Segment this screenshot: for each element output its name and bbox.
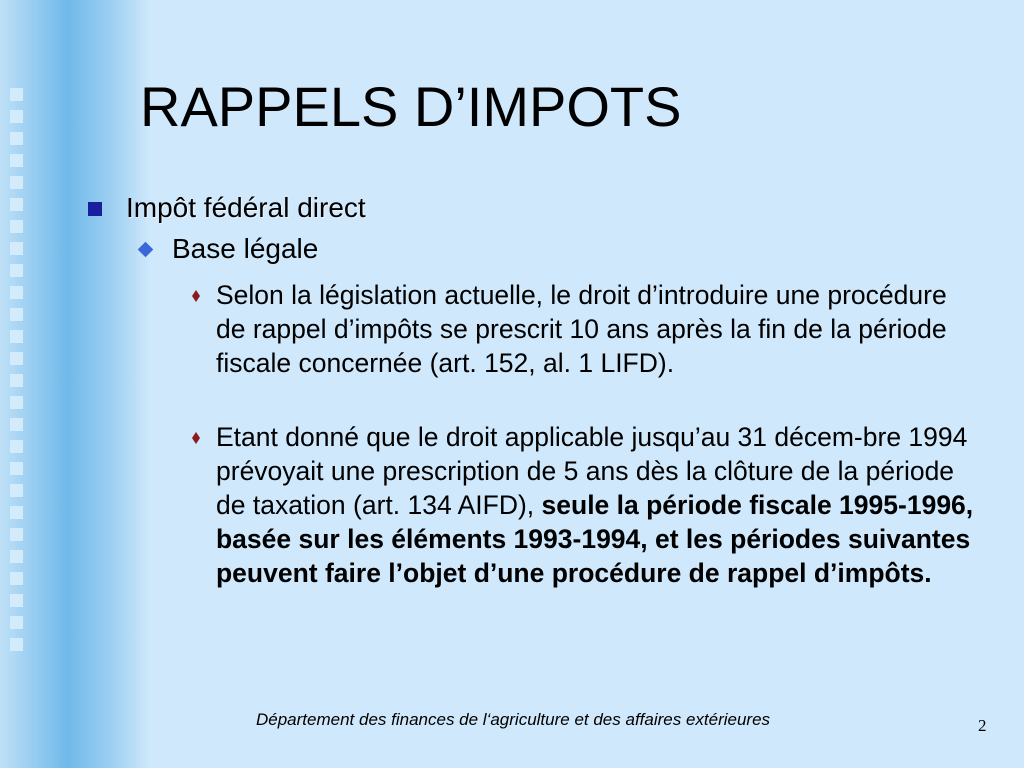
decorative-square — [10, 374, 23, 387]
slide-title: RAPPELS D’IMPOTS — [140, 75, 682, 138]
decorative-square — [10, 242, 23, 255]
square-bullet-icon — [88, 202, 102, 216]
bullet-level2: Base légale — [172, 233, 319, 264]
bullet-level1: Impôt fédéral direct — [126, 192, 366, 223]
decorative-square — [10, 616, 23, 629]
page-number: 2 — [978, 716, 987, 735]
slide-footer: Département des finances de l‘agriculture et des affaires extérieures — [256, 710, 771, 729]
decorative-square — [10, 198, 23, 211]
decorative-left-band — [0, 0, 150, 768]
small-diamond-bullet-icon — [192, 432, 200, 444]
decorative-square — [10, 594, 23, 607]
decorative-square — [10, 132, 23, 145]
decorative-square — [10, 528, 23, 541]
decorative-square — [10, 330, 23, 343]
decorative-square — [10, 638, 23, 651]
decorative-square — [10, 418, 23, 431]
decorative-square — [10, 176, 23, 189]
decorative-square — [10, 110, 23, 123]
decorative-square — [10, 154, 23, 167]
decorative-square — [10, 484, 23, 497]
decorative-squares — [10, 88, 24, 660]
decorative-square — [10, 88, 23, 101]
decorative-square — [10, 264, 23, 277]
decorative-square — [10, 462, 23, 475]
decorative-square — [10, 352, 23, 365]
decorative-square — [10, 308, 23, 321]
bullet-level3-point2 — [216, 420, 976, 590]
point2-normal-text: Etant donné que le droit applicable jusqu’au 31 décem-bre 1994 prévoyait une prescription de 5 ans dès la clôture de la période de taxation (art. 134 AIFD), — [216, 422, 968, 520]
bullet-level3-point1: Selon la législation actuelle, le droit d’introduire une procédure de rappel d’impôts se prescrit 10 ans après la fin de la période fiscale concernée (art. 152, al. 1 LIFD). — [216, 280, 947, 378]
decorative-square — [10, 440, 23, 453]
decorative-square — [10, 286, 23, 299]
decorative-square — [10, 572, 23, 585]
decorative-square — [10, 396, 23, 409]
decorative-square — [10, 506, 23, 519]
point2-bold-text: seule la période fiscale 1995-1996, basée sur les éléments 1993-1994, et les périodes suivantes peuvent faire l’objet d’une procédure de rappel d’impôts. — [216, 490, 974, 588]
decorative-square — [10, 550, 23, 563]
small-diamond-bullet-icon — [192, 290, 200, 302]
decorative-square — [10, 220, 23, 233]
